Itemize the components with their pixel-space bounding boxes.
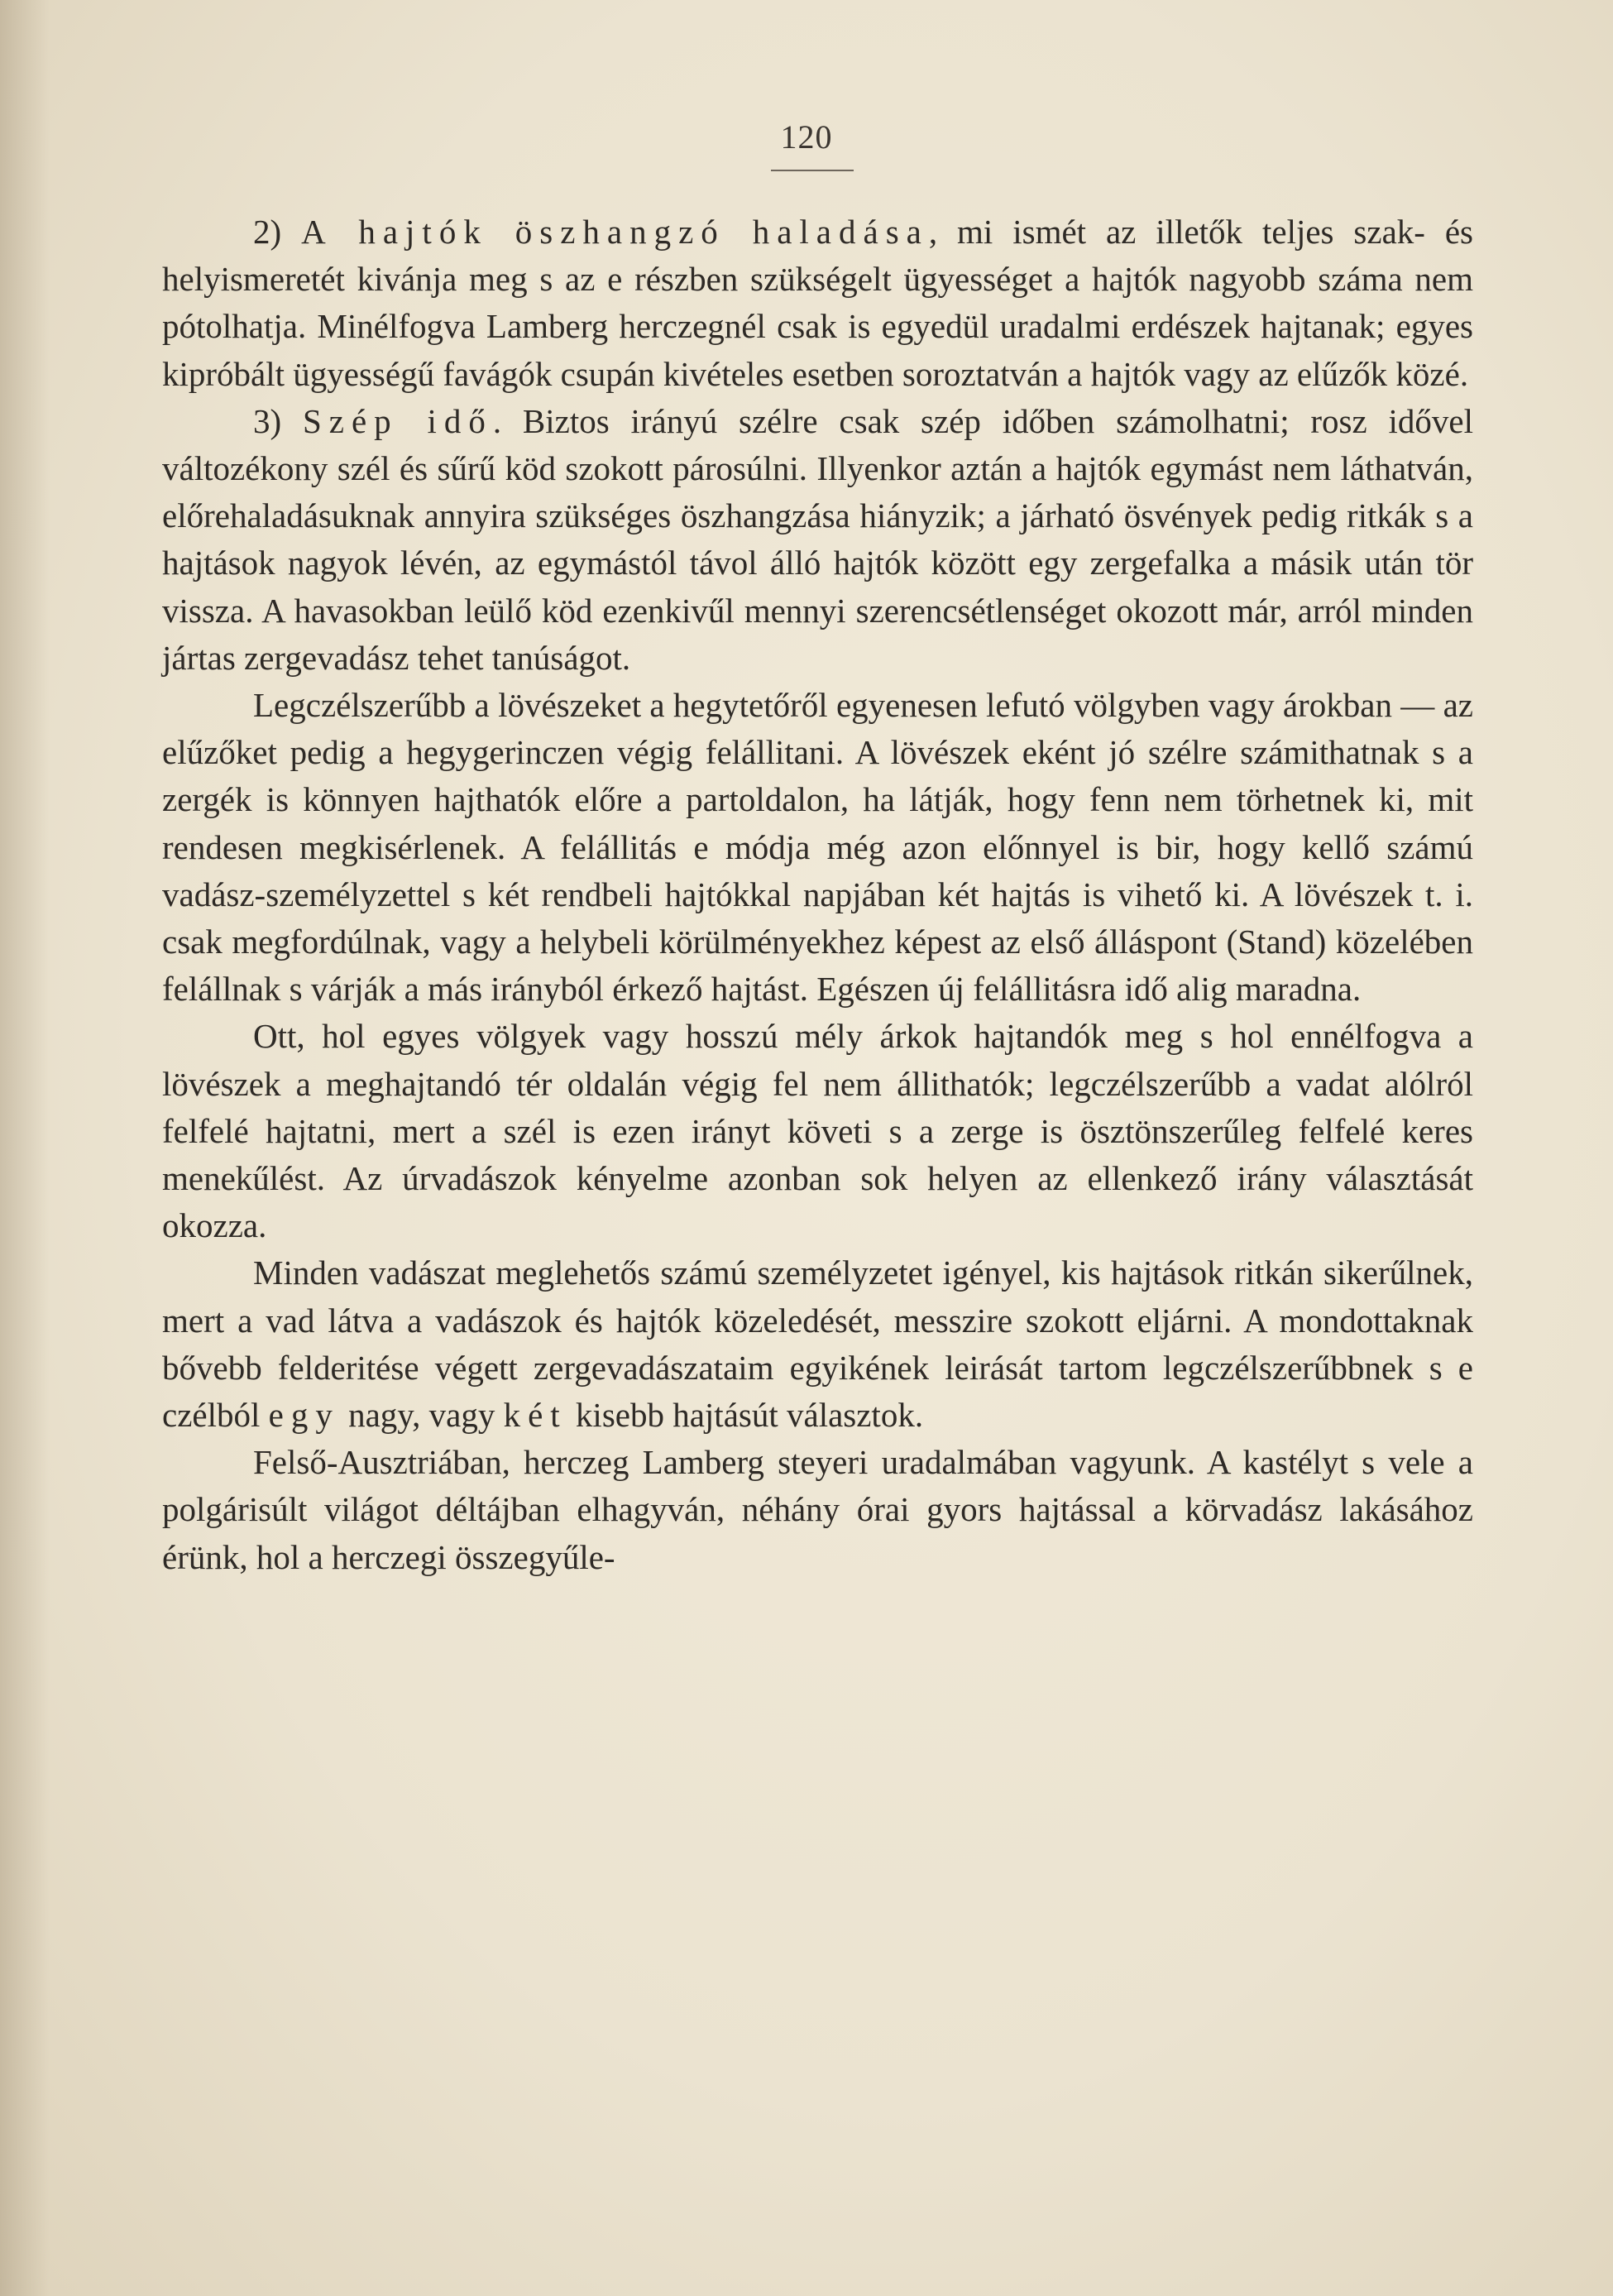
paragraph-text: kisebb hajtásút választok. — [567, 1396, 924, 1435]
gutter-shadow — [0, 0, 50, 2296]
paragraph-lead: 2) — [253, 213, 302, 251]
spaced-word: egy — [268, 1396, 340, 1435]
paragraph-1 — [162, 209, 1473, 398]
paragraph-text: Minden vadászat meglehetős számú személyzetet igényel, kis hajtások ritkán sikerűlnek, mert a vad látva a vadászok és hajtók közeledését, messzire szokott eljárni. A mondottaknak bővebb felderitése végett zergevadászataim egyikének leirását tartom legczélszerűbbnek s e czélból — [162, 1253, 1473, 1435]
paragraph-text: . Biztos irányú szélre csak szép időben számolhatni; rosz idővel változékony szél és sűrű köd szokott párosúlni. Illyenkor aztán a hajtók egymást nem láthatván, előrehaladásuknak annyira szükséges öszhangzása hiányzik; a járható ösvények pedig ritkák s a hajtások nagyok lévén, az egymástól távol álló hajtók között egy zergefalka a másik után tör vissza. A havasokban leülő köd ezenkivűl mennyi szerencsétlenséget okozott már, arról minden jártas zergevadász tehet tanúságot. — [162, 401, 1473, 677]
paragraph-text: Legczélszerűbb a lövészeket a hegytetőről egyenesen lefutó völgyben vagy árokban — az elűzőket pedig a hegygerinczen végig felállitani. A lövészek eként jó szélre számithatnak s a zergék is könnyen hajthatók előre a partoldalon, ha látják, hogy fenn nem törhetnek ki, mit rendesen megkisérlenek. A felállitás e módja még azon előnnyel is bir, hogy kellő számú vadász-személyzettel s két rendbeli hajtókkal napjában két hajtás is vihető ki. A lövészek t. i. csak megfordúlnak, vagy a helybeli körülményekhez képest az első álláspont (Stand) közelében felállnak s várják a más irányból érkező hajtást. Egészen új felállitásra idő alig maradna. — [162, 686, 1473, 1009]
paragraph-lead: 3) — [253, 401, 303, 440]
spaced-word: két — [503, 1396, 567, 1435]
spaced-heading: Szép idő — [302, 401, 493, 440]
spaced-heading: A hajtók öszhangzó haladása — [301, 213, 929, 251]
text-body — [162, 209, 1473, 1581]
paragraph-text: Ott, hol egyes völgyek vagy hosszú mély árkok hajtandók meg s hol ennélfogva a lövészek a meghajtandó tér oldalán végig fel nem állithatók; legczélszerűbb a vadat alólról felfelé hajtatni, mert a szél is ezen irányt követi s a zerge is ösztönszerűleg felfelé keres menekűlést. Az úrvadászok kényelme azonban sok helyen az ellenkező irány választását okozza. — [162, 1017, 1473, 1245]
paragraph-4 — [162, 1013, 1473, 1249]
paragraph-text: Felső-Ausztriában, herczeg Lamberg steyeri uradalmában vagyunk. A kastélyt s vele a polgárisúlt világot déltájban elhagyván, néhány órai gyors hajtással a körvadász lakásához érünk, hol a herczegi összegyűle- — [162, 1443, 1473, 1576]
paragraph-5 — [162, 1249, 1473, 1439]
paragraph-text: , mi ismét az illetők teljes szak- és helyismeretét kivánja meg s az e részben szükségelt ügyességet a hajtók nagyobb száma nem pótolhatja. Minélfogva Lamberg herczegnél csak is egyedül uradalmi erdészek hajtanak; egyes kipróbált ügyességű favágók csupán kivételes esetben soroztatván a hajtók vagy az elűzők közé. — [162, 213, 1474, 393]
paragraph-2 — [162, 398, 1473, 682]
paragraph-3 — [162, 682, 1473, 1013]
paragraph-text: nagy, vagy — [339, 1396, 504, 1435]
page-number: 120 — [780, 118, 833, 156]
page-number-rule — [771, 170, 854, 171]
paragraph-6 — [162, 1439, 1473, 1581]
